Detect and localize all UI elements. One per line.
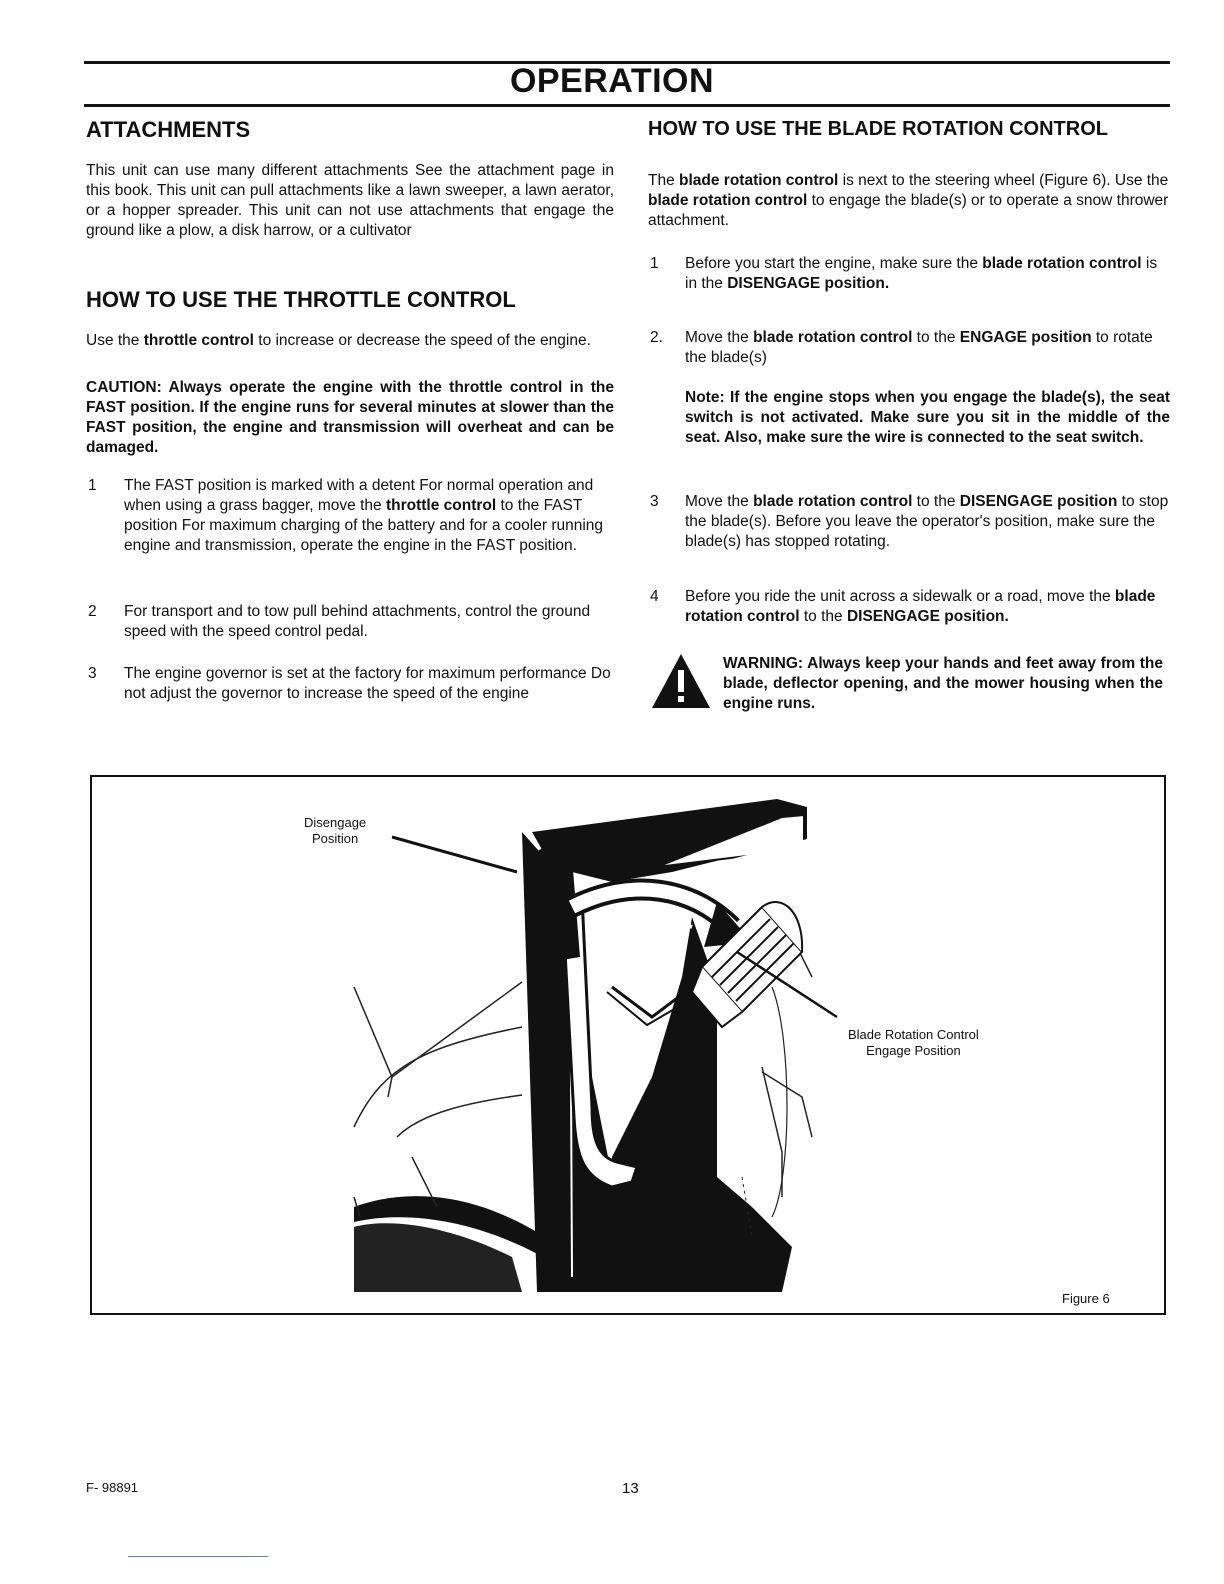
blade-intro: The blade rotation control is next to the steering wheel (Figure 6). Use the blade rotation control to engage the blade(s) or to operate a snow thrower attachment. (648, 172, 1169, 229)
throttle-item-number: 2 (88, 603, 97, 620)
page-title: OPERATION (509, 62, 715, 100)
blade-item-number: 1 (650, 255, 659, 272)
throttle-intro: Use the throttle control to increase or decrease the speed of the engine. (86, 332, 591, 349)
blade-item-text: Move the blade rotation control to the DISENGAGE position to stop the blade(s). Before you leave the operator's position, make sure the blade(s) has stopped rotating. (685, 493, 1169, 550)
throttle-item-text: The FAST position is marked with a detent For normal operation and when using a grass bagger, move the throttle control to the FAST position For maximum charging of the battery and for a cooler running engine and transmission, operate the engine in the FAST position. (124, 477, 604, 554)
page-number: 13 (622, 1480, 639, 1497)
throttle-item-number: 3 (88, 665, 97, 682)
blade-item-number: 3 (650, 493, 659, 510)
blade-item-text: Before you start the engine, make sure the blade rotation control is in the DISENGAGE position. (685, 255, 1158, 292)
bottom-link-rule (128, 1556, 268, 1557)
warning-icon (650, 652, 712, 710)
blade-control-illustration (92, 777, 1164, 1313)
blade-item-number: 4 (650, 588, 659, 605)
throttle-heading: HOW TO USE THE THROTTLE CONTROL (86, 287, 516, 312)
figure-caption: Figure 6 (1062, 1291, 1110, 1306)
footer-code: F- 98891 (86, 1480, 139, 1495)
blade-heading: HOW TO USE THE BLADE ROTATION CONTROL (648, 118, 1108, 140)
throttle-caution: CAUTION: Always operate the engine with the throttle control in the FAST position. If the engine runs for several minutes at slower than the FAST position, the engine and transmission will overheat and can be damaged. (86, 379, 614, 456)
blade-item-number: 2. (650, 329, 663, 346)
figure-label-disengage: Disengage Position (304, 815, 367, 846)
attachments-heading: ATTACHMENTS (86, 117, 251, 142)
title-underline (84, 104, 1170, 107)
throttle-item-text: For transport and to tow pull behind attachments, control the ground speed with the speed control pedal. (124, 603, 591, 640)
throttle-item-text: The engine governor is set at the factory for maximum performance Do not adjust the governor to increase the speed of the engine (124, 665, 611, 702)
blade-item-text: Before you ride the unit across a sidewalk or a road, move the blade rotation control to the DISENGAGE position. (685, 588, 1156, 625)
blade-note: Note: If the engine stops when you engage the blade(s), the seat switch is not activated. Make sure you sit in the middle of the seat. Also, make sure the wire is connected to the seat switch. (685, 389, 1170, 446)
blade-item-text: Move the blade rotation control to the ENGAGE position to rotate the blade(s) (685, 329, 1153, 366)
figure-6-box (90, 775, 1166, 1315)
throttle-item-number: 1 (88, 477, 97, 494)
figure-label-engage: Blade Rotation Control Engage Position (848, 1027, 979, 1058)
warning-text: WARNING: Always keep your hands and feet away from the blade, deflector opening, and the mower housing when the engine runs. (723, 655, 1163, 712)
attachments-text: This unit can use many different attachments See the attachment page in this book. This unit can pull attachments like a lawn sweeper, a lawn aerator, or a hopper spreader. This unit can not use attachments that engage the ground like a plow, a disk harrow, or a cultivator (86, 162, 614, 239)
